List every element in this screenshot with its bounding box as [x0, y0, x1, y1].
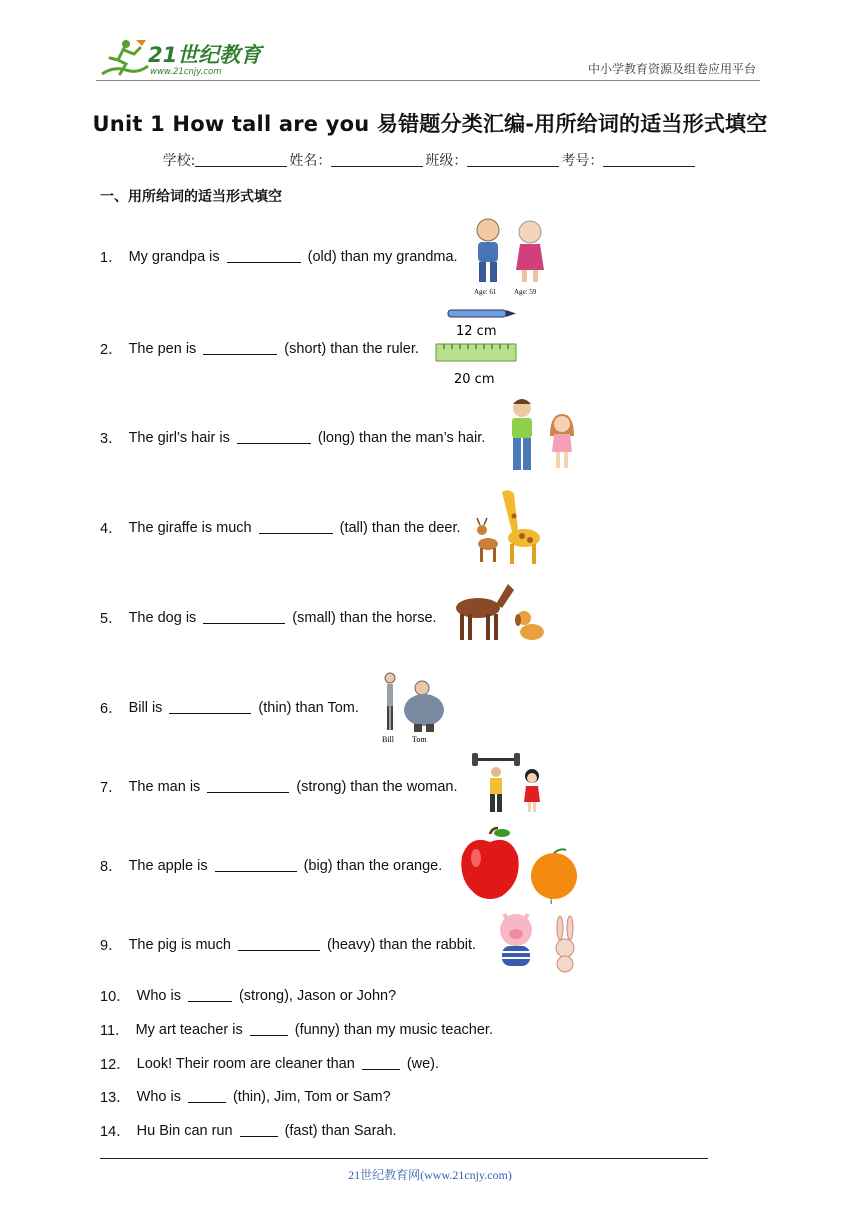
answer-blank[interactable] [169, 701, 251, 714]
footer-divider [100, 1158, 708, 1159]
question-text-before: The man is [128, 778, 201, 795]
logo-text: 21世纪教育 [148, 43, 262, 67]
class-label: 班级： [425, 153, 468, 169]
grandpa-figure [477, 219, 499, 282]
answer-blank[interactable] [237, 431, 311, 444]
header-divider [96, 80, 760, 81]
question-6 [100, 697, 359, 718]
question-text-before: The pig is much [128, 936, 231, 953]
tom-label: Tom [412, 735, 427, 744]
question-text-before: Who is [136, 1088, 181, 1105]
pig-figure [500, 914, 532, 966]
apple-orange-illustration [456, 826, 582, 906]
question-8 [100, 855, 442, 876]
question-11 [100, 1019, 493, 1040]
horse-figure [456, 584, 514, 640]
question-12 [100, 1053, 439, 1074]
apple-icon [461, 828, 518, 899]
image-mark: i [550, 897, 553, 906]
question-text-after: (we). [406, 1055, 440, 1072]
answer-blank[interactable] [362, 1057, 400, 1070]
question-number: 8． [100, 859, 123, 875]
man-girl-illustration [506, 396, 582, 476]
question-text-after: (thin) than Tom. [258, 699, 359, 716]
number-field[interactable] [603, 152, 695, 167]
section-heading: 一、用所给词的适当形式填空 [100, 189, 282, 205]
question-text-after: (tall) than the deer. [339, 519, 461, 536]
answer-blank[interactable] [238, 938, 320, 951]
man-figure [512, 399, 532, 470]
class-field[interactable] [467, 152, 559, 167]
answer-blank[interactable] [240, 1124, 278, 1137]
answer-blank[interactable] [207, 780, 289, 793]
question-number: 11． [100, 1023, 130, 1039]
grandma-figure [516, 221, 544, 282]
question-7 [100, 776, 458, 797]
pen-ruler-illustration [434, 306, 520, 390]
question-text-before: Look! Their room are cleaner than [136, 1055, 355, 1072]
question-number: 5． [100, 611, 123, 627]
answer-blank[interactable] [250, 1023, 288, 1036]
horse-dog-illustration [452, 578, 548, 648]
tom-figure [404, 681, 444, 732]
question-text-after: (short) than the ruler. [284, 340, 419, 357]
runner-icon [102, 40, 148, 74]
name-label: 姓名： [289, 153, 332, 169]
question-text-after: (strong), Jason or John? [238, 987, 397, 1004]
question-text-before: The apple is [128, 857, 208, 874]
question-text-after: (big) than the orange. [303, 857, 443, 874]
bill-tom-illustration [378, 670, 448, 746]
girl-figure [550, 414, 574, 468]
question-text-before: Who is [136, 987, 181, 1004]
question-number: 2． [100, 342, 123, 358]
question-1 [100, 246, 458, 267]
name-field[interactable] [331, 152, 423, 167]
question-text-after: (strong) than the woman. [296, 778, 458, 795]
footer-site-text: 21世纪教育网(www.21cnjy.com) [348, 1168, 512, 1182]
question-text-before: The pen is [128, 340, 197, 357]
pig-rabbit-illustration [490, 910, 586, 976]
question-number: 4． [100, 521, 123, 537]
question-text-after: (long) than the man’s hair. [317, 429, 486, 446]
question-3 [100, 427, 485, 448]
answer-blank[interactable] [203, 342, 277, 355]
site-logo [96, 36, 266, 80]
question-number: 10． [100, 989, 131, 1005]
question-text-before: The giraffe is much [128, 519, 252, 536]
question-number: 14． [100, 1124, 131, 1140]
weightlifter-figure [472, 753, 520, 812]
question-10 [100, 985, 396, 1006]
question-text-before: The girl’s hair is [128, 429, 230, 446]
answer-blank[interactable] [188, 1090, 226, 1103]
student-info-line [0, 150, 860, 170]
school-field[interactable] [195, 152, 287, 167]
header-platform-text: 中小学教育资源及组卷应用平台 [587, 62, 756, 76]
question-9 [100, 934, 476, 955]
question-text-after: (heavy) than the rabbit. [326, 936, 477, 953]
answer-blank[interactable] [215, 859, 297, 872]
ruler-icon [436, 344, 516, 361]
rabbit-figure [556, 916, 574, 972]
question-text-after: (funny) than my music teacher. [294, 1021, 493, 1038]
question-text-before: My art teacher is [135, 1021, 243, 1038]
question-text-after: (thin), Jim, Tom or Sam? [232, 1088, 391, 1105]
grandma-age-label: Age: 59 [514, 288, 537, 296]
question-2 [100, 338, 419, 359]
woman-figure [524, 769, 540, 812]
pen-icon [448, 310, 516, 317]
question-number: 13． [100, 1090, 131, 1106]
grandpa-age-label: Age: 61 [474, 288, 497, 296]
question-number: 12． [100, 1057, 131, 1073]
question-5 [100, 607, 437, 628]
answer-blank[interactable] [203, 611, 285, 624]
giraffe-figure [502, 490, 540, 564]
question-4 [100, 517, 461, 538]
ruler-length-label: 20 cm [454, 372, 495, 387]
question-number: 6． [100, 701, 123, 717]
question-text-before: Bill is [128, 699, 163, 716]
deer-figure [477, 518, 498, 562]
logo-url: www.21cnjy.com [150, 67, 222, 77]
man-woman-illustration [472, 752, 548, 816]
document-title: Unit 1 How tall are you 易错题分类汇编-用所给词的适当形式填空 [92, 112, 768, 136]
question-14 [100, 1120, 397, 1141]
answer-blank[interactable] [227, 250, 301, 263]
question-text-before: Hu Bin can run [136, 1122, 233, 1139]
question-text-after: (old) than my grandma. [307, 248, 458, 265]
bill-label: Bill [382, 735, 395, 744]
question-text-before: The dog is [128, 609, 197, 626]
pen-length-label: 12 cm [456, 324, 497, 339]
giraffe-deer-illustration [474, 486, 546, 566]
question-number: 1． [100, 250, 123, 266]
question-number: 3． [100, 431, 123, 447]
question-number: 7． [100, 780, 123, 796]
question-text-after: (small) than the horse. [292, 609, 437, 626]
question-13 [100, 1086, 391, 1107]
school-label: 学校: [162, 153, 196, 169]
bill-figure [385, 673, 395, 730]
answer-blank[interactable] [188, 989, 232, 1002]
orange-icon [531, 849, 577, 899]
question-number: 9． [100, 938, 123, 954]
grandparents-illustration [470, 214, 552, 296]
answer-blank[interactable] [259, 521, 333, 534]
question-text-after: (fast) than Sarah. [284, 1122, 397, 1139]
question-text-before: My grandpa is [128, 248, 220, 265]
dog-figure [515, 611, 544, 640]
number-label: 考号： [561, 153, 604, 169]
